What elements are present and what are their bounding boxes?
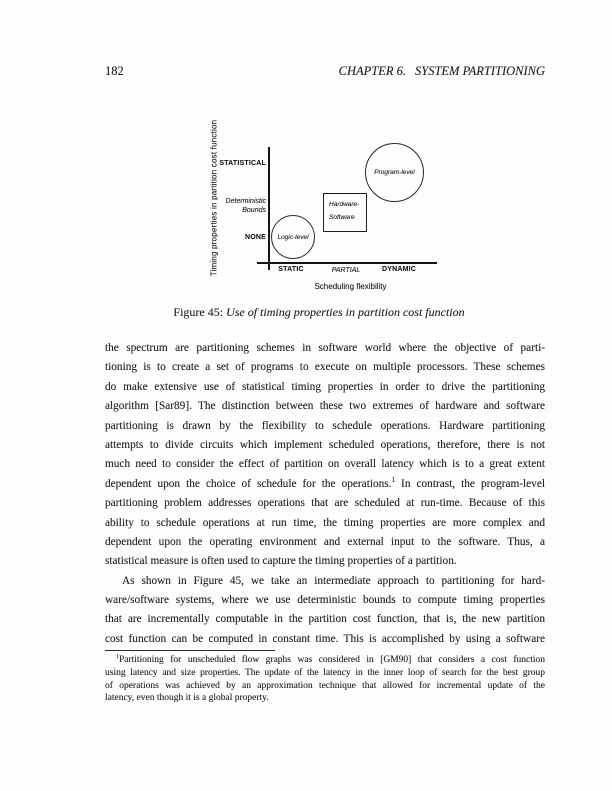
footnote-line: $^1$Partitioning for unscheduled flow graphs was considered in [GM90] that considers a cost function [116,654,545,665]
hardware-software-node [323,193,367,232]
figure-45-diagram [190,108,450,308]
text-line: dependent upon the operating environment and external input to the software. Thus, a [105,535,545,548]
text-line: partitioning is drawn by the flexibility to schedule operations. Hardware partitioning [105,419,545,432]
x-tick-partial: PARTIAL [331,267,361,274]
y-axis-label: Timing properties in partition cost function [209,119,219,277]
footnote-line: of operations was achieved by an approximation technique that allowed for incremental update of the [105,680,545,691]
footnote-line: using latency and size properties. The update of the latency in the inner loop of search for the best group [105,667,545,678]
x-tick-static: STATIC [278,266,304,273]
footnote-text [105,654,545,705]
text-line: ability to schedule operations at run time, the timing properties are more complex and [105,516,545,529]
hardware-software-line1: Hardware- [329,201,360,208]
logic-level-node [271,215,315,259]
text-line: do make extensive use of statistical timing properties in order to drive the partitioning [105,380,545,393]
text-line: As shown in Figure 45, we take an intermediate approach to partitioning for hard- [122,574,545,587]
text-line: ware/software systems, where we use deterministic bounds to compute timing properties [105,594,545,607]
chapter-title: SYSTEM PARTITIONING [415,64,545,78]
text-line: that are incrementally computable in the partition cost function, that is, the new partition [105,613,545,626]
text-line: dependent upon the choice of schedule for the operations.$^1$ In contrast, the program-level [105,475,545,490]
footnote-rule [105,650,275,651]
figure-caption-label: Figure 45: [173,305,224,319]
x-axis-label: Scheduling flexibility [314,282,387,291]
figure-caption-title: Use of timing properties in partition cost function [226,305,465,319]
text-line: attempts to divide circuits which implement scheduled operations, therefore, there is not [105,438,545,451]
text-line: algorithm [Sar89]. The distinction between these two extremes of hardware and software [105,400,545,413]
page-number: 182 [105,64,124,78]
y-tick-deterministic-line1: Deterministic [225,198,266,205]
text-line: partitioning problem addresses operations that are scheduled at run-time. Because of this [105,497,545,510]
text-line: cost function can be computed in constant time. This is accomplished by using a software [105,632,545,645]
page-header [105,64,545,79]
program-level-node [365,143,424,202]
text-line: much need to consider the effect of partition on overall latency which is to a great extent [105,458,545,471]
footnote-line: latency, even though it is a global property. [105,693,269,704]
y-tick-deterministic-line2: Bounds [242,207,266,214]
figure-caption [99,305,539,320]
hardware-software-line2: Software [329,214,355,221]
chapter-label: CHAPTER 6. [338,64,406,78]
y-tick-statistical: STATISTICAL [219,160,266,167]
program-level-label: Program-level [374,169,415,176]
body-text [105,339,545,649]
chapter-header [339,64,545,79]
text-line: tioning is to create a set of programs to execute on multiple processors. These schemes [105,361,545,374]
y-tick-none: NONE [244,234,266,241]
logic-level-label: Logic-level [277,233,309,241]
text-line: the spectrum are partitioning schemes in software world where the objective of parti- [105,342,545,354]
y-tick-deterministic-bounds [196,197,266,215]
x-axis-line [257,262,437,264]
y-axis-line [268,147,270,270]
x-tick-dynamic: DYNAMIC [381,266,417,273]
text-line: statistical measure is often used to capture the timing properties of a partition. [105,555,457,568]
